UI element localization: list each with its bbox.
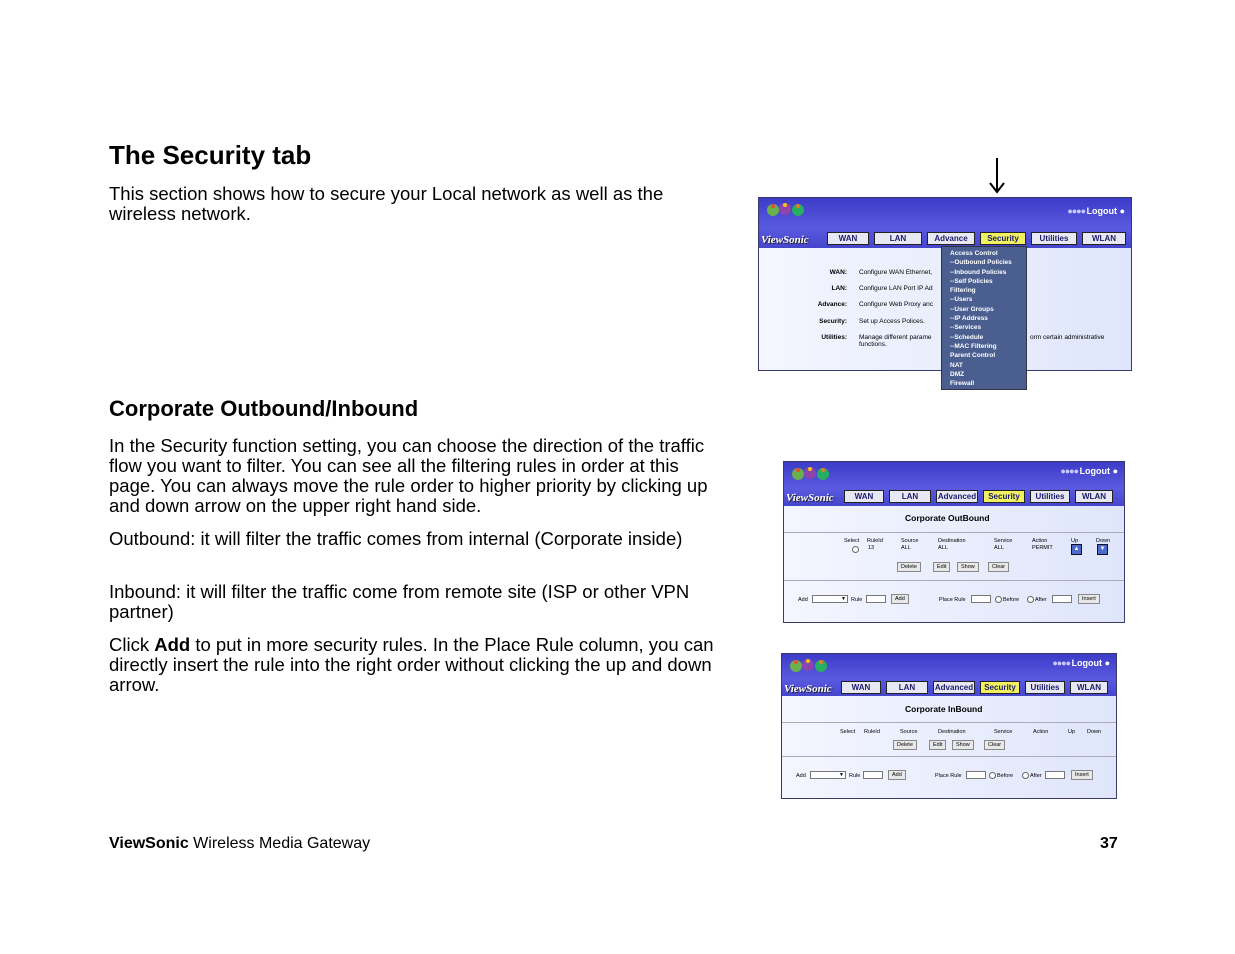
tab-security[interactable]: Security bbox=[980, 681, 1020, 694]
paragraph-inbound: Inbound: it will filter the traffic come from remote site (ISP or other VPN partner) bbox=[109, 581, 690, 622]
cell-destination: ALL bbox=[938, 545, 948, 551]
cell-source: ALL bbox=[901, 545, 911, 551]
clear-button[interactable]: Clear bbox=[984, 740, 1005, 750]
inbound-title: Corporate InBound bbox=[905, 704, 983, 714]
menu-item-user-groups[interactable]: --User Groups bbox=[950, 305, 994, 313]
col-up: Up bbox=[1068, 729, 1076, 735]
tab-wan[interactable]: WAN bbox=[827, 232, 869, 245]
show-button[interactable]: Show bbox=[952, 740, 974, 750]
col-source: Source bbox=[901, 538, 919, 544]
menu-item-ip-address[interactable]: --IP Address bbox=[950, 315, 988, 323]
tab-security[interactable]: Security bbox=[983, 490, 1025, 503]
col-down: Down bbox=[1096, 538, 1111, 544]
row-text-utilities-cont: functions. bbox=[859, 341, 887, 348]
outbound-title: Corporate OutBound bbox=[905, 513, 990, 523]
row-label-security: Security: bbox=[819, 318, 847, 325]
row-label-advance: Advance: bbox=[817, 301, 847, 308]
page-number: 37 bbox=[1100, 835, 1118, 852]
menu-item-outbound-policies[interactable]: --Outbound Policies bbox=[950, 259, 1012, 267]
menu-item-access-control[interactable]: Access Control bbox=[950, 250, 998, 257]
intro-paragraph: This section shows how to secure your Local network as well as the wireless network. bbox=[109, 183, 664, 224]
tab-wlan[interactable]: WLAN bbox=[1070, 681, 1108, 694]
nav-tabs bbox=[844, 490, 1118, 503]
show-button[interactable]: Show bbox=[957, 562, 979, 572]
menu-item-nat[interactable]: NAT bbox=[950, 361, 963, 369]
after-radio[interactable] bbox=[1027, 596, 1034, 603]
divider bbox=[784, 580, 1124, 581]
tab-wan[interactable]: WAN bbox=[841, 681, 881, 694]
divider bbox=[782, 722, 1116, 723]
rule-label: Rule bbox=[849, 773, 861, 779]
menu-item-self-policies[interactable]: --Self Policies bbox=[950, 277, 993, 285]
row-label-utilities: Utilities: bbox=[821, 334, 847, 341]
tab-wlan[interactable]: WLAN bbox=[1082, 232, 1126, 245]
row-text-security: Set up Access Polices. bbox=[859, 318, 925, 325]
cell-service: ALL bbox=[994, 545, 1004, 551]
place-rule-label: Place Rule bbox=[935, 773, 962, 779]
before-radio[interactable] bbox=[995, 596, 1002, 603]
move-down-icon[interactable]: ▼ bbox=[1097, 544, 1108, 555]
col-action: Action bbox=[1032, 538, 1048, 544]
menu-item-schedule[interactable]: --Schedule bbox=[950, 333, 984, 341]
page-title: The Security tab bbox=[109, 140, 312, 170]
tab-advanced[interactable]: Advanced bbox=[934, 683, 974, 692]
tab-utilities[interactable]: Utilities bbox=[1025, 681, 1065, 694]
tab-lan[interactable]: LAN bbox=[874, 232, 922, 245]
birds-logo-icon bbox=[765, 200, 811, 222]
select-radio[interactable] bbox=[852, 546, 859, 553]
divider bbox=[782, 756, 1116, 757]
logout-link[interactable]: ●●●● Logout ● bbox=[1052, 658, 1110, 668]
menu-item-firewall[interactable]: Firewall bbox=[950, 380, 975, 388]
tab-advanced[interactable]: Advanced bbox=[937, 492, 977, 501]
place-rule-input[interactable] bbox=[966, 771, 986, 779]
cell-action: PERMIT bbox=[1032, 545, 1053, 551]
add-select[interactable]: ▼ bbox=[812, 595, 848, 603]
viewsonic-logo: ViewSonic bbox=[784, 683, 832, 695]
col-destination: Destination bbox=[938, 729, 966, 735]
col-service: Service bbox=[994, 538, 1013, 544]
row-label-wan: WAN: bbox=[829, 269, 847, 276]
section-heading: Corporate Outbound/Inbound bbox=[109, 396, 419, 421]
rule-input[interactable] bbox=[866, 595, 886, 603]
row-text-lan: Configure LAN Port IP Ad bbox=[859, 285, 933, 292]
edit-button[interactable]: Edit bbox=[929, 740, 946, 750]
menu-item-users[interactable]: --Users bbox=[950, 296, 973, 304]
move-up-icon[interactable]: ▲ bbox=[1071, 544, 1082, 555]
router-body bbox=[784, 506, 1124, 622]
cell-ruleid: 13 bbox=[868, 545, 875, 551]
birds-logo-icon bbox=[788, 656, 834, 678]
after-label: After bbox=[1030, 773, 1042, 779]
rule-label: Rule bbox=[851, 597, 863, 603]
birds-logo-icon bbox=[790, 464, 836, 486]
tab-security[interactable]: Security bbox=[980, 232, 1026, 245]
row-text-utilities: Manage different parame bbox=[859, 334, 932, 341]
col-select: Select bbox=[840, 729, 856, 735]
before-label: Before bbox=[1003, 597, 1020, 603]
insert-button[interactable]: Insert bbox=[1071, 770, 1093, 780]
menu-item-inbound-policies[interactable]: --Inbound Policies bbox=[950, 268, 1007, 276]
add-label: Add bbox=[796, 773, 806, 779]
paragraph-add-rules: Click Add to put in more security rules. In the Place Rule column, you can directly insert the rule into the right order without clicking the up and down arrow. bbox=[109, 634, 714, 695]
place-rule-label: Place Rule bbox=[939, 597, 966, 603]
outbound-screenshot bbox=[783, 461, 1125, 623]
nav-tabs bbox=[841, 681, 1113, 694]
delete-button[interactable]: Delete bbox=[893, 740, 917, 750]
security-tab-screenshot bbox=[758, 197, 1132, 388]
row-label-lan: LAN: bbox=[831, 285, 847, 292]
row-text-advance: Configure Web Proxy anc bbox=[859, 301, 933, 308]
tab-utilities[interactable]: Utilities bbox=[1030, 490, 1070, 503]
divider bbox=[784, 532, 1124, 533]
viewsonic-logo: ViewSonic bbox=[786, 492, 834, 504]
col-select: Select bbox=[844, 538, 860, 544]
menu-item-mac-filtering[interactable]: --MAC Filtering bbox=[950, 342, 997, 350]
tab-wlan[interactable]: WLAN bbox=[1075, 490, 1113, 503]
tab-advance[interactable]: Advance bbox=[927, 232, 975, 245]
col-source: Source bbox=[900, 729, 918, 735]
paragraph-outbound: Outbound: it will filter the traffic comes from internal (Corporate inside) bbox=[109, 528, 683, 549]
logout-link[interactable]: ●●●● Logout ● bbox=[1060, 466, 1118, 476]
after-radio[interactable] bbox=[1022, 772, 1029, 779]
place-rule-input[interactable] bbox=[971, 595, 991, 603]
col-destination: Destination bbox=[938, 538, 966, 544]
tab-wan[interactable]: WAN bbox=[844, 490, 884, 503]
menu-item-services[interactable]: --Services bbox=[950, 324, 982, 332]
tab-lan[interactable]: LAN bbox=[886, 681, 928, 694]
add-button[interactable]: Add bbox=[891, 594, 909, 604]
rule-input[interactable] bbox=[863, 771, 883, 779]
col-ruleid: RuleId bbox=[867, 538, 883, 544]
tab-lan[interactable]: LAN bbox=[889, 490, 931, 503]
down-arrow-icon bbox=[987, 157, 1007, 195]
viewsonic-logo: ViewSonic bbox=[761, 234, 809, 246]
row-text-wan: Configure WAN Ethernet, bbox=[859, 269, 933, 276]
inbound-screenshot bbox=[781, 653, 1117, 799]
insert-button[interactable]: Insert bbox=[1078, 594, 1100, 604]
add-label: Add bbox=[798, 597, 808, 603]
add-keyword: Add bbox=[154, 634, 191, 655]
before-label: Before bbox=[997, 773, 1014, 779]
tab-utilities[interactable]: Utilities bbox=[1031, 232, 1077, 245]
menu-item-parent-control[interactable]: Parent Control bbox=[950, 352, 996, 360]
col-down: Down bbox=[1087, 729, 1102, 735]
after-input[interactable] bbox=[1052, 595, 1072, 603]
clear-button[interactable]: Clear bbox=[988, 562, 1009, 572]
before-radio[interactable] bbox=[989, 772, 996, 779]
menu-item-dmz[interactable]: DMZ bbox=[950, 370, 965, 378]
col-action: Action bbox=[1033, 729, 1049, 735]
row-text-utilities-tail: orm certain administrative bbox=[1030, 334, 1105, 341]
paragraph-security-function: In the Security function setting, you can choose the direction of the traffic flow you want to filter. You can see all the filtering rules in order at this page. You can always move the rule order to higher priority by clicking up and down arrow on the upper right hand side. bbox=[109, 435, 708, 516]
edit-button[interactable]: Edit bbox=[933, 562, 950, 572]
after-input[interactable] bbox=[1045, 771, 1065, 779]
logout-link[interactable]: ●●●● Logout ● bbox=[1067, 206, 1125, 216]
security-dropdown-menu bbox=[941, 246, 1027, 390]
add-select[interactable]: ▼ bbox=[810, 771, 846, 779]
add-button[interactable]: Add bbox=[888, 770, 906, 780]
col-up: Up bbox=[1071, 538, 1079, 544]
menu-item-filtering[interactable]: Filtering bbox=[950, 287, 976, 295]
footer-product: ViewSonic Wireless Media Gateway bbox=[109, 835, 371, 852]
col-service: Service bbox=[994, 729, 1013, 735]
delete-button[interactable]: Delete bbox=[897, 562, 921, 572]
nav-tabs bbox=[827, 232, 1131, 245]
after-label: After bbox=[1035, 597, 1047, 603]
col-ruleid: RuleId bbox=[864, 729, 880, 735]
